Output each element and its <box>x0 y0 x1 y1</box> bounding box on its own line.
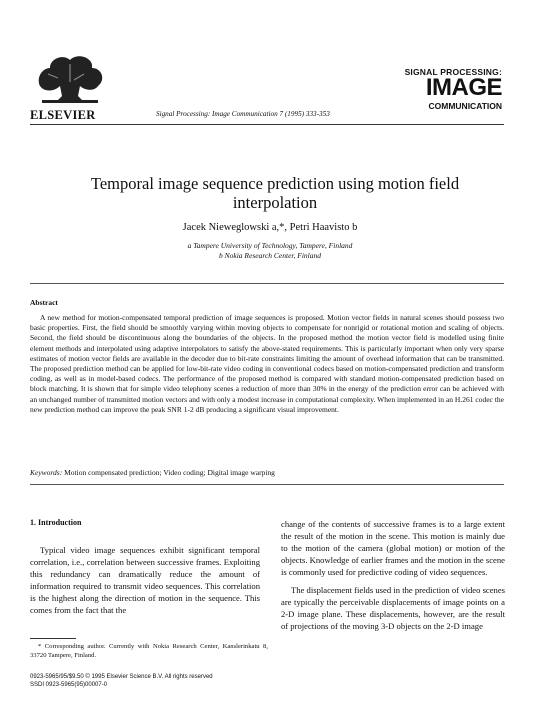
section-heading-introduction: 1. Introduction <box>30 518 82 527</box>
elsevier-tree-logo-icon <box>34 52 106 104</box>
footnote: * Corresponding author. Currently with Nokia Research Center, Kanslerinkatu 8, 33720 Tampere, Finland. <box>30 643 268 659</box>
keywords-divider <box>30 484 504 485</box>
right-paragraph-1: change of the contents of successive frames is to a large extent the result of the motion in the scene. This motion is mainly due to the motion of the camera (global motion) or motion of the objects. Knowledge of earlier frames and the motion in the scene is commonly used for predictive coding of video sequences. <box>281 519 505 577</box>
paper-title: Temporal image sequence prediction using motion field interpolation <box>90 174 460 212</box>
keywords-text: Motion compensated prediction; Video coding; Digital image warping <box>64 468 275 477</box>
affiliation-a: a Tampere University of Technology, Tampere, Finland <box>187 241 353 250</box>
header-divider <box>30 124 504 125</box>
publisher-name: ELSEVIER <box>30 108 96 122</box>
abstract-heading: Abstract <box>30 298 58 307</box>
right-paragraph-2: The displacement fields used in the prediction of video scenes are typically the perceivable displacements of image points on a 2-D image plane. These displacements, however, are the result of projections of the moving 3-D objects on the 2-D image <box>281 585 505 631</box>
left-column-text: Typical video image sequences exhibit significant temporal correlation, i.e., correlation between successive frames. Exploiting this redundancy can dramatically reduce the amount of information required to transmit video sequences. This correlation is the highest along the direction of motion in the sequence. This comes from the fact that the <box>30 545 260 615</box>
author-list: Jacek Nieweglowski a,*, Petri Haavisto b <box>182 222 358 233</box>
keywords-line <box>30 468 275 477</box>
copyright-line: 0923-5965/95/$9.50 © 1995 Elsevier Science B.V. All rights reserved <box>30 674 213 680</box>
journal-title-sub: COMMUNICATION <box>428 101 502 111</box>
abstract-divider <box>30 283 504 284</box>
copyright-notice <box>30 673 213 689</box>
affiliation-b: b Nokia Research Center, Finland <box>219 250 321 260</box>
footnote-divider <box>30 638 76 639</box>
affiliations <box>0 241 540 260</box>
journal-citation: Signal Processing: Image Communication 7 (1995) 333-353 <box>156 110 330 118</box>
right-column-text <box>281 518 505 632</box>
journal-title-small: SIGNAL PROCESSING: <box>404 67 502 77</box>
abstract-body: A new method for motion-compensated temporal prediction of image sequences is proposed. Motion vector fields in natural scenes should possess two basic properties. First, the field should be smoothly varying within moving objects to compensate for nonrigid or rotational motion and scaling of objects. Second, the field should be discontinuous along the boundaries of the objects. In the proposed method the motion vector field is modelled using finite element methods and interpolated using adaptive interpolators to satisfy the above-stated requirements. This is particularly important when only very sparse estimates of motion vector fields are available in the decoder due to bit-rate constraints limiting the amount of overhead information that can be transmitted. The proposed prediction method can be applied for low-bit-rate video coding in conventional codecs based on motion-compensated prediction and transform coding, as well as in model-based codecs. The performance of the proposed method is compared with standard motion-compensated prediction based on block matching. It is shown that for simple video telephony scenes a reduction of more than 30% in the energy of the prediction error can be achieved with an unchanged number of transmitted motion vectors and with only a modest increase in computational complexity. When implemented in an H.261 codec the new prediction method can improve the peak SNR 1-2 dB producing a significant visual improvement. <box>30 313 504 414</box>
ssdi-line: SSDI 0923-5965(95)00007-0 <box>30 682 108 688</box>
keywords-label: Keywords: <box>30 468 63 477</box>
journal-title-big: IMAGE <box>425 74 502 101</box>
